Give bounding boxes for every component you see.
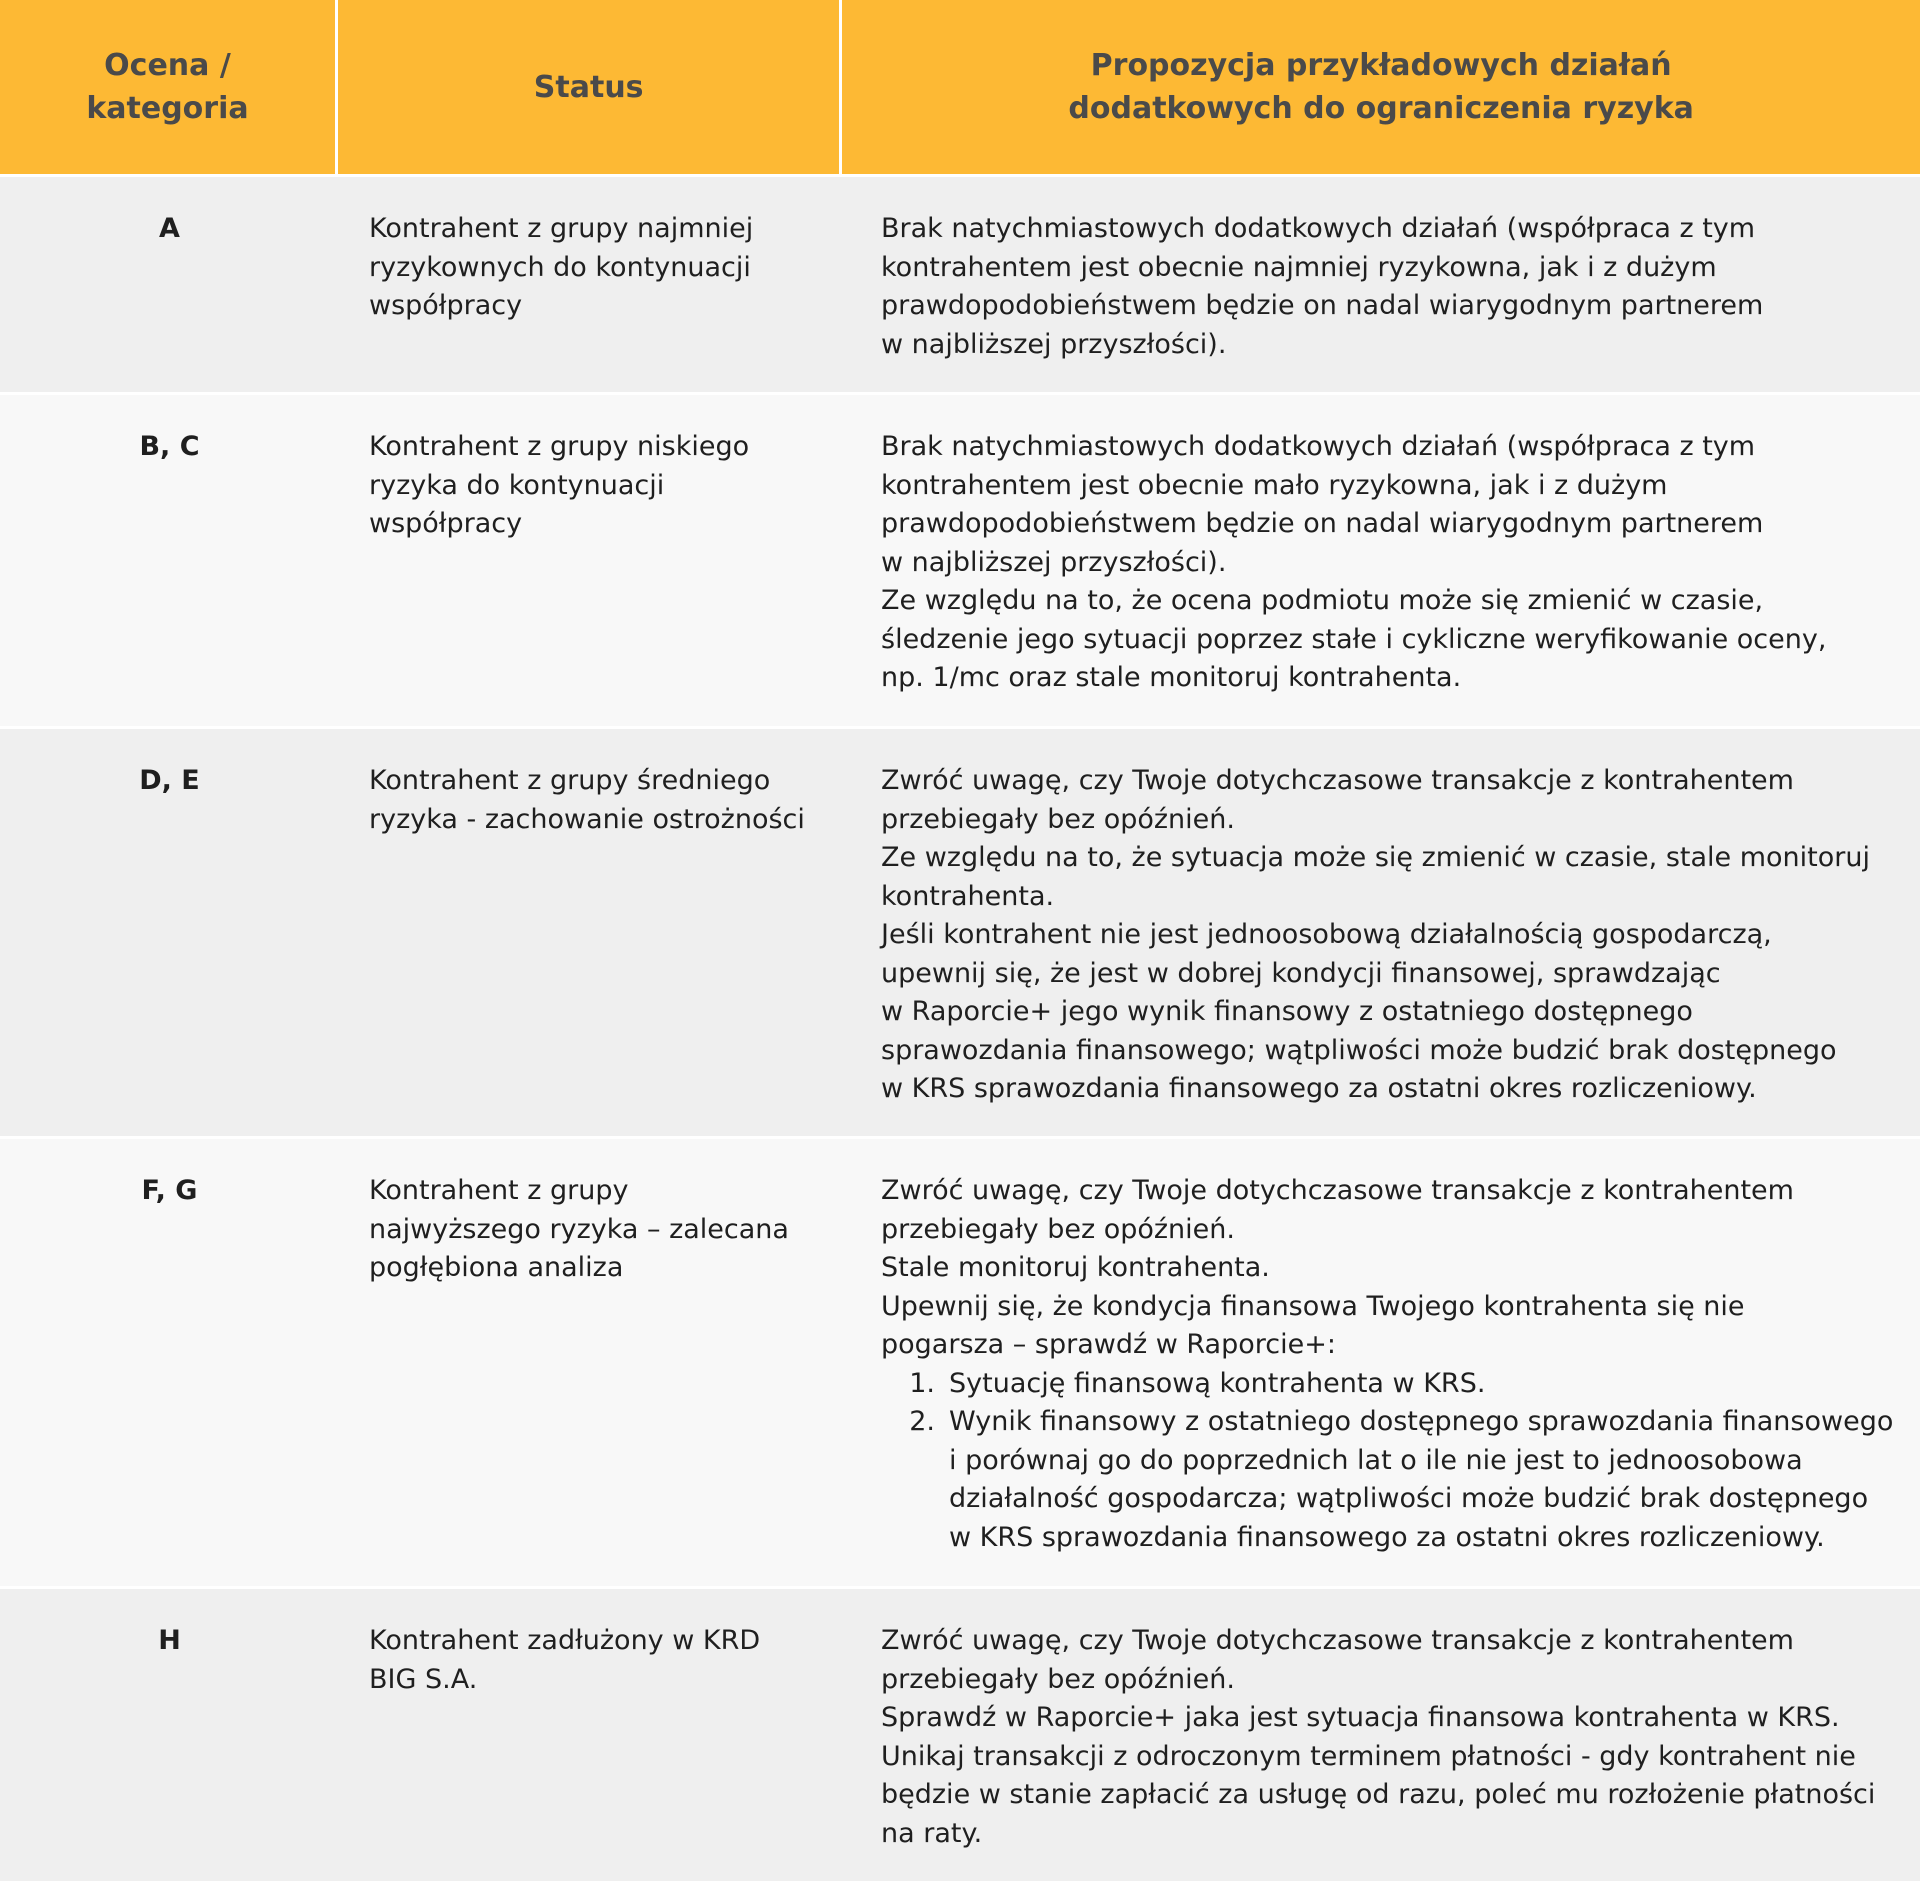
category-cell: H	[158, 1625, 181, 1656]
status-line: najwyższego ryzyka – zalecana	[369, 1213, 789, 1245]
table-header	[0, 0, 1920, 174]
action-line: upewnij się, że jest w dobrej kondycji finansowej, sprawdzając	[881, 957, 1721, 989]
category-cell: B, C	[139, 431, 200, 462]
action-line: będzie w stanie zapłacić za usługę od razu, poleć mu rozłożenie płatności	[881, 1779, 1876, 1810]
status-line: pogłębiona analiza	[369, 1252, 624, 1283]
action-line: Ze względu na to, że sytuacja może się zmienić w czasie, stale monitoruj	[881, 842, 1870, 873]
list-item-number: 1.	[909, 1367, 935, 1399]
status-cell	[339, 729, 845, 1136]
action-line: Zwróć uwagę, czy Twoje dotychczasowe transakcje z kontrahentem	[881, 1175, 1794, 1206]
header-category-line: Ocena /	[104, 48, 231, 83]
list-item-number: 2.	[909, 1406, 935, 1437]
action-line: sprawozdania finansowego; wątpliwości może budzić brak dostępnego	[881, 1034, 1837, 1066]
status-line: współpracy	[369, 508, 523, 539]
action-line: prawdopodobieństwem będzie on nadal wiarygodnym partnerem	[881, 290, 1764, 321]
table-row	[0, 174, 1920, 392]
action-line: Ze względu na to, że ocena podmiotu może się zmienić w czasie,	[881, 585, 1764, 616]
action-line: w najbliższej przyszłości).	[881, 546, 1227, 578]
header-category	[0, 0, 335, 174]
status-cell	[339, 395, 845, 726]
table-row	[0, 1136, 1920, 1586]
action-line: kontrahentem jest obecnie najmniej ryzykowna, jak i z dużym	[881, 251, 1717, 283]
status-line: Kontrahent z grupy najmniej	[369, 213, 754, 244]
header-status-label: Status	[533, 69, 644, 105]
category-cell: F, G	[141, 1175, 198, 1206]
status-line: ryzykownych do kontynuacji	[369, 251, 751, 283]
numbered-list-item	[881, 1365, 1900, 1404]
status-cell	[339, 1589, 845, 1881]
category-cell: A	[159, 213, 180, 244]
action-line: Brak natychmiastowych dodatkowych działań (współpraca z tym	[881, 213, 1756, 244]
header-category-line: kategoria	[86, 91, 249, 126]
actions-cell	[845, 177, 1920, 392]
status-line: Kontrahent zadłużony w KRD	[369, 1625, 761, 1656]
actions-cell	[845, 729, 1920, 1136]
header-actions-line: dodatkowych do ograniczenia ryzyka	[1068, 91, 1694, 126]
action-line: przebiegały bez opóźnień.	[881, 1213, 1235, 1245]
status-line: Kontrahent z grupy średniego	[369, 765, 771, 796]
table-row	[0, 392, 1920, 726]
list-item-line: działalność gospodarcza; wątpliwości może budzić brak dostępnego	[949, 1483, 1869, 1514]
action-line: prawdopodobieństwem będzie on nadal wiarygodnym partnerem	[881, 508, 1764, 539]
status-cell	[339, 1139, 845, 1586]
action-line: kontrahenta.	[881, 880, 1055, 912]
status-line: Kontrahent z grupy	[369, 1175, 629, 1206]
table-row	[0, 726, 1920, 1136]
action-line: w KRS sprawozdania finansowego za ostatni okres rozliczeniowy.	[881, 1073, 1757, 1104]
status-line: Kontrahent z grupy niskiego	[369, 431, 750, 462]
actions-cell	[845, 1589, 1920, 1881]
list-item-line: w KRS sprawozdania finansowego za ostatni okres rozliczeniowy.	[949, 1521, 1825, 1553]
action-line: Brak natychmiastowych dodatkowych działań (współpraca z tym	[881, 431, 1756, 462]
list-item-line: i porównaj go do poprzednich lat o ile nie jest to jednoosobowa	[949, 1444, 1803, 1476]
status-line: ryzyka - zachowanie ostrożności	[369, 803, 805, 835]
action-line: przebiegały bez opóźnień.	[881, 1663, 1235, 1695]
action-line: Stale monitoruj kontrahenta.	[881, 1252, 1270, 1283]
action-line: np. 1/mc oraz stale monitoruj kontrahenta.	[881, 662, 1462, 693]
numbered-list-item	[881, 1403, 1900, 1557]
status-cell	[339, 177, 845, 392]
action-line: śledzenie jego sytuacji poprzez stałe i cykliczne weryfikowanie oceny,	[881, 623, 1827, 655]
actions-cell	[845, 395, 1920, 726]
action-line: kontrahentem jest obecnie mało ryzykowna, jak i z dużym	[881, 469, 1668, 501]
actions-cell	[845, 1139, 1920, 1586]
status-line: współpracy	[369, 290, 523, 321]
header-actions	[842, 0, 1920, 174]
action-line: w Raporcie+ jego wynik finansowy z ostatniego dostępnego	[881, 996, 1693, 1027]
action-line: w najbliższej przyszłości).	[881, 328, 1227, 360]
action-line: przebiegały bez opóźnień.	[881, 803, 1235, 835]
list-item-line: Sytuację finansową kontrahenta w KRS.	[949, 1367, 1486, 1399]
action-line: na raty.	[881, 1817, 983, 1849]
list-item-line: Wynik finansowy z ostatniego dostępnego sprawozdania finansowego	[949, 1406, 1894, 1437]
action-line: pogarsza – sprawdź w Raporcie+:	[881, 1329, 1336, 1360]
header-actions-line: Propozycja przykładowych działań	[1090, 48, 1672, 83]
action-line: Zwróć uwagę, czy Twoje dotychczasowe transakcje z kontrahentem	[881, 765, 1794, 796]
category-cell: D, E	[139, 765, 200, 796]
action-line: Zwróć uwagę, czy Twoje dotychczasowe transakcje z kontrahentem	[881, 1625, 1794, 1656]
table-row	[0, 1586, 1920, 1881]
action-line: Unikaj transakcji z odroczonym terminem płatności - gdy kontrahent nie	[881, 1740, 1856, 1772]
status-line: BIG S.A.	[369, 1663, 478, 1695]
action-line: Upewnij się, że kondycja finansowa Twojego kontrahenta się nie	[881, 1290, 1745, 1322]
action-line: Jeśli kontrahent nie jest jednoosobową działalnością gospodarczą,	[881, 919, 1772, 950]
status-line: ryzyka do kontynuacji	[369, 469, 665, 501]
action-line: Sprawdź w Raporcie+ jaka jest sytuacja finansowa kontrahenta w KRS.	[881, 1702, 1840, 1733]
header-status	[338, 0, 839, 174]
